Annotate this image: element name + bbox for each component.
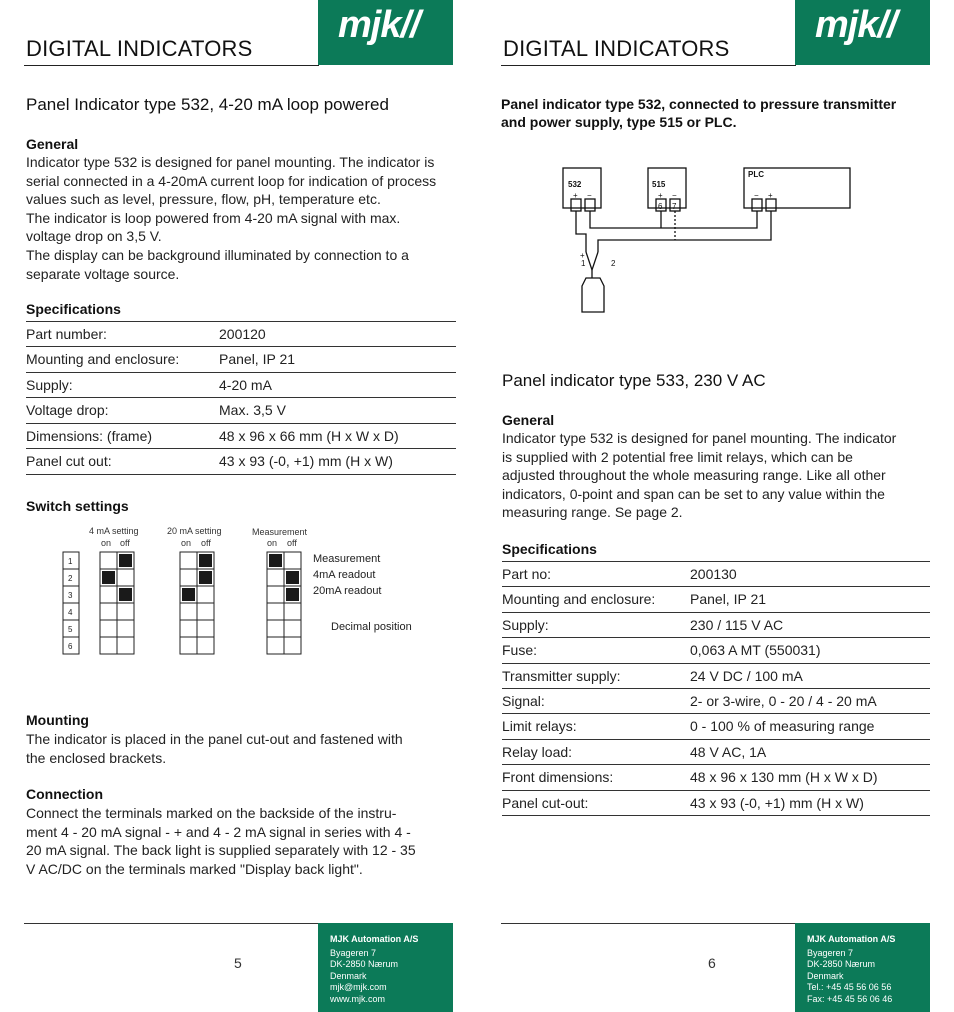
svg-text:6: 6 <box>658 202 663 211</box>
legend-4ma-readout: 4mA readout <box>313 569 376 581</box>
connection-text: Connect the terminals marked on the backside of the instru- ment 4 - 20 mA signal - + and 4 - 2 mA signal in series with 4 - 20 mA signal. The back light is supplied separately with 12 - 35 V AC/DC on the terminals marked "Display back light". <box>26 805 416 877</box>
wire <box>576 211 586 252</box>
specifications-heading: Specifications <box>26 301 121 317</box>
svg-text:532: 532 <box>568 180 582 189</box>
switch-cell <box>180 620 197 637</box>
general-text: Indicator type 532 is designed for panel mounting. The indicator is supplied with 2 potential free limit relays, which can be adjusted throughout the whole measuring range. Like all other indicators, 0-point and span can be set to any value within the measuring range. Se page 2. <box>502 430 897 521</box>
mjk-logo: mjk// <box>318 0 453 65</box>
table-row: Panel cut-out: 43 x 93 (-0, +1) mm (H x W) <box>502 790 930 815</box>
svg-text:−: − <box>754 191 759 200</box>
switch-cell <box>267 637 284 654</box>
switch-position-marker <box>199 554 212 567</box>
switch-position-marker <box>119 588 132 601</box>
switch-cell <box>267 569 284 586</box>
switch-position-marker <box>119 554 132 567</box>
switch-cell <box>180 637 197 654</box>
footer-address: MJK Automation A/S Byageren 7 DK-2850 Nærum Denmark Tel.: +45 45 56 06 56 Fax: +45 45 56 06 46 <box>795 923 930 1012</box>
svg-text:1: 1 <box>581 259 586 268</box>
switch-row-number-label: 4 <box>68 608 73 617</box>
switch-position-marker <box>286 588 299 601</box>
mounting-text: The indicator is placed in the panel cut-out and fastened with the enclosed brackets. <box>26 731 403 766</box>
terminal <box>585 199 595 211</box>
switch-cell <box>197 637 214 654</box>
svg-text:−: − <box>587 191 592 200</box>
mjk-logo: mjk// <box>795 0 930 65</box>
table-row: Mounting and enclosure: Panel, IP 21 <box>26 346 456 371</box>
diagram-caption: Panel indicator type 532, connected to pressure transmitter and power supply, type 515 or PLC. <box>501 96 897 130</box>
switch-cell <box>267 603 284 620</box>
switch-settings-diagram <box>60 550 310 656</box>
switch-cell <box>197 586 214 603</box>
switch-cell <box>267 620 284 637</box>
switch-position-marker <box>102 571 115 584</box>
switch-cell <box>117 637 134 654</box>
switch-on-label: on <box>181 538 192 548</box>
switch-off-label: off <box>120 538 130 548</box>
switch-row-number-label: 2 <box>68 574 73 583</box>
section-heading: Panel indicator type 533, 230 V AC <box>502 371 766 390</box>
switch-cell <box>180 569 197 586</box>
wire <box>590 211 757 228</box>
switch-cell <box>100 603 117 620</box>
page-title: DIGITAL INDICATORS <box>503 36 730 61</box>
switch-cell <box>100 637 117 654</box>
wire <box>586 252 598 270</box>
section-heading: Panel Indicator type 532, 4-20 mA loop powered <box>26 95 389 114</box>
switch-row-number-label: 3 <box>68 591 73 600</box>
svg-text:+: + <box>573 191 578 200</box>
table-row: Relay load: 48 V AC, 1A <box>502 739 930 764</box>
title-rule <box>501 65 796 66</box>
title-rule <box>24 65 319 66</box>
switch-settings-heading: Switch settings <box>26 498 129 514</box>
table-row: Part number: 200120 <box>26 321 456 346</box>
switch-cell <box>180 552 197 569</box>
table-row: Supply: 4-20 mA <box>26 372 456 397</box>
table-row: Panel cut out: 43 x 93 (-0, +1) mm (H x W) <box>26 448 456 473</box>
switch-group-label: 4 mA setting <box>89 526 139 536</box>
switch-cell <box>197 620 214 637</box>
wire <box>598 211 771 252</box>
switch-cell <box>267 586 284 603</box>
switch-on-label: on <box>267 538 278 548</box>
switch-on-label: on <box>101 538 112 548</box>
general-text: Indicator type 532 is designed for panel mounting. The indicator is serial connected in a 4-20mA current loop for indication of process values such as level, pressure, flow, pH, temperature etc. The indicator is loop powered from 4-20 mA signal with max. voltage drop on 3,5 V. The display can be background illuminated by connection to a separate voltage source. <box>26 154 437 282</box>
switch-position-marker <box>199 571 212 584</box>
switch-cell <box>100 586 117 603</box>
switch-cell <box>117 620 134 637</box>
switch-cell <box>197 603 214 620</box>
footer-rule <box>501 923 796 924</box>
table-row: Fuse: 0,063 A MT (550031) <box>502 637 930 662</box>
switch-position-marker <box>269 554 282 567</box>
switch-row-number-label: 6 <box>68 642 73 651</box>
svg-text:515: 515 <box>652 180 666 189</box>
svg-text:−: − <box>672 191 677 200</box>
page-number: 6 <box>708 955 716 971</box>
switch-cell <box>284 552 301 569</box>
table-row: Front dimensions: 48 x 96 x 130 mm (H x W x D) <box>502 764 930 789</box>
wiring-diagram <box>560 160 860 320</box>
general-heading: General <box>502 412 555 428</box>
switch-cell <box>180 603 197 620</box>
legend-measurement: Measurement <box>313 553 381 565</box>
switch-cell <box>284 637 301 654</box>
svg-text:+: + <box>658 191 663 200</box>
svg-text:+: + <box>580 251 585 260</box>
switch-position-marker <box>286 571 299 584</box>
svg-text:PLC: PLC <box>748 170 764 179</box>
pressure-transmitter <box>582 278 604 312</box>
footer-rule <box>24 923 319 924</box>
switch-position-marker <box>182 588 195 601</box>
svg-text:7: 7 <box>672 202 677 211</box>
switch-group-label: 20 mA setting <box>167 526 222 536</box>
specifications-heading: Specifications <box>502 541 597 557</box>
svg-text:2: 2 <box>611 259 616 268</box>
terminal <box>752 199 762 211</box>
table-row: Limit relays: 0 - 100 % of measuring range <box>502 713 930 738</box>
switch-row-number-label: 1 <box>68 557 73 566</box>
table-row: Mounting and enclosure: Panel, IP 21 <box>502 586 930 611</box>
table-row: Signal: 2- or 3-wire, 0 - 20 / 4 - 20 mA <box>502 688 930 713</box>
switch-cell <box>284 603 301 620</box>
terminal <box>571 199 581 211</box>
table-row: Dimensions: (frame) 48 x 96 x 66 mm (H x W x D) <box>26 423 456 448</box>
switch-cell <box>100 620 117 637</box>
legend-decimal-position: Decimal position <box>331 621 412 633</box>
connection-heading: Connection <box>26 786 103 802</box>
footer-address: MJK Automation A/S Byageren 7 DK-2850 Nærum Denmark mjk@mjk.com www.mjk.com <box>318 923 453 1012</box>
table-row: Part no: 200130 <box>502 561 930 586</box>
switch-cell <box>100 552 117 569</box>
switch-cell <box>284 620 301 637</box>
page-number: 5 <box>234 955 242 971</box>
mounting-heading: Mounting <box>26 712 89 728</box>
table-row: Supply: 230 / 115 V AC <box>502 612 930 637</box>
svg-text:+: + <box>768 191 773 200</box>
table-row: Voltage drop: Max. 3,5 V <box>26 397 456 422</box>
switch-cell <box>117 603 134 620</box>
general-heading: General <box>26 136 79 152</box>
switch-cell <box>117 569 134 586</box>
legend-20ma-readout: 20mA readout <box>313 585 382 597</box>
switch-group-label: Measurement <box>252 527 308 537</box>
page-title: DIGITAL INDICATORS <box>26 36 253 61</box>
terminal <box>766 199 776 211</box>
switch-row-number-label: 5 <box>68 625 73 634</box>
table-row: Transmitter supply: 24 V DC / 100 mA <box>502 663 930 688</box>
switch-off-label: off <box>287 538 297 548</box>
switch-off-label: off <box>201 538 211 548</box>
